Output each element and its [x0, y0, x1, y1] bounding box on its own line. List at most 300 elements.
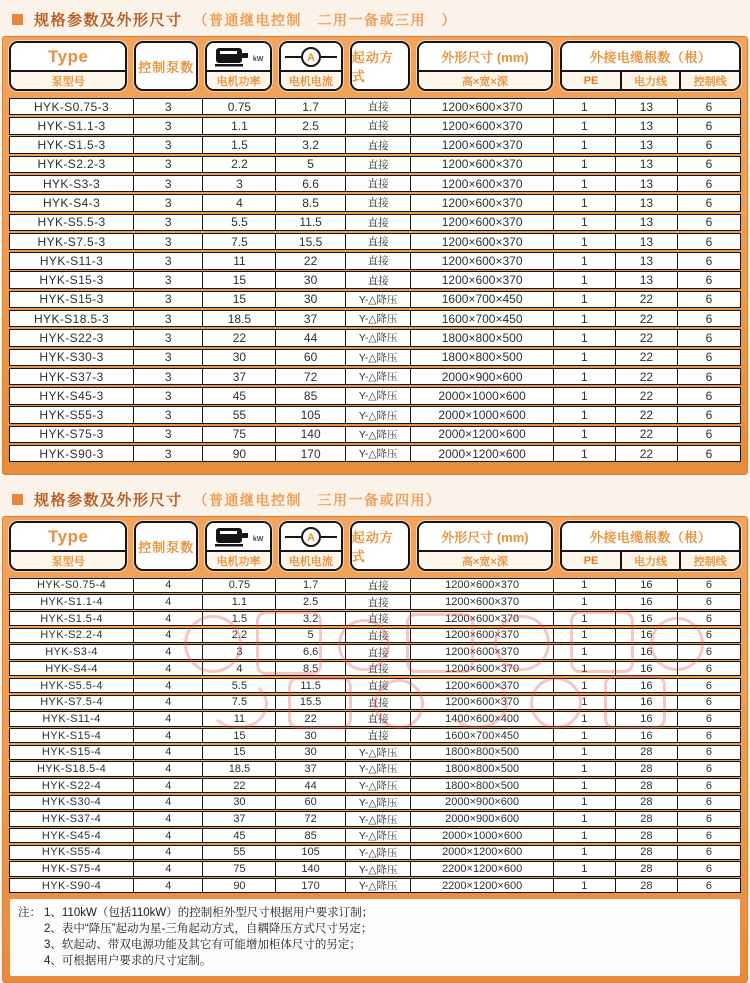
cell-motor-current: 105 — [276, 407, 345, 422]
table-row — [9, 878, 741, 893]
cell-dimensions: 2000×900×600 — [411, 796, 553, 809]
section2-title — [0, 475, 750, 516]
table-row — [9, 194, 741, 211]
cell-pe: 1 — [554, 796, 616, 809]
cell-pump-count: 4 — [134, 729, 203, 742]
cell-motor-current: 60 — [276, 350, 345, 365]
cell-motor-current: 15.5 — [276, 234, 345, 249]
cell-motor-current: 30 — [276, 272, 345, 287]
cell-control-line: 6 — [705, 408, 713, 423]
cell-motor-current: 60 — [276, 796, 345, 809]
cell-pe: 1 — [554, 99, 616, 114]
cell-pump-count: 3 — [134, 157, 203, 172]
svg-text:A: A — [306, 531, 315, 544]
cell-motor-power: 2.2 — [203, 157, 276, 172]
cell-pump-count: 4 — [134, 629, 203, 642]
cell-dimensions: 2000×1000×600 — [411, 829, 553, 842]
cell-motor-current: 44 — [276, 330, 345, 345]
cell-start-mode: Y-△降压 — [346, 350, 412, 365]
cell-start-mode: 直接 — [346, 157, 412, 172]
table-row — [9, 136, 741, 153]
cell-dimensions: 1800×800×500 — [411, 350, 553, 365]
cell-control-line: 6 — [705, 253, 713, 268]
table-row — [9, 695, 741, 710]
cell-pump-count: 3 — [134, 427, 203, 442]
note-text-1: 1、110kW（包括110kW）的控制柜外型尺寸根据用户要求订制； — [44, 907, 374, 920]
cell-start-mode: 直接 — [346, 118, 412, 133]
table-row — [9, 778, 741, 793]
header-start-mode — [350, 41, 410, 91]
table-row — [9, 578, 741, 593]
cell-motor-current: 37 — [276, 311, 345, 326]
cell-power-line: 13 — [616, 118, 678, 133]
table-row — [9, 845, 741, 860]
table-row — [9, 214, 741, 231]
table-row — [9, 861, 741, 876]
cell-power-line: 16 — [616, 712, 678, 725]
table-row — [9, 233, 741, 250]
cell-motor-current: 140 — [276, 862, 345, 875]
spec-table-panel-1 — [2, 36, 748, 475]
cell-power-line: 13 — [616, 234, 678, 249]
cell-motor-current: 105 — [276, 846, 345, 859]
cell-power-line: 22 — [616, 427, 678, 442]
cell-control-line: 6 — [705, 796, 713, 809]
cell-start-mode: 直接 — [346, 137, 412, 152]
cell-motor-current: 6.6 — [276, 645, 345, 658]
cell-motor-power: 45 — [203, 388, 276, 403]
cell-model: HYK-S45-4 — [10, 829, 134, 842]
cell-motor-power: 11 — [203, 253, 276, 268]
cell-start-mode: 直接 — [346, 195, 412, 210]
cell-pump-count: 4 — [134, 829, 203, 842]
cell-pe: 1 — [554, 369, 616, 384]
cell-motor-current: 8.5 — [276, 662, 345, 675]
cell-start-mode: Y-△降压 — [346, 796, 412, 809]
cell-motor-power: 4 — [203, 662, 276, 675]
cell-model: HYK-S1.1-4 — [10, 595, 134, 608]
cell-model: HYK-S55-3 — [10, 407, 134, 422]
cell-motor-current: 30 — [276, 292, 345, 307]
cell-pump-count: 3 — [134, 369, 203, 384]
note-line — [18, 937, 730, 953]
cell-pump-count: 4 — [134, 679, 203, 692]
notes-box — [10, 899, 740, 976]
table-row — [9, 661, 741, 676]
cell-dimensions: 1200×600×370 — [411, 118, 553, 133]
power-unit-label: kW — [252, 56, 264, 63]
cell-motor-current: 85 — [276, 388, 345, 403]
cell-motor-power: 37 — [203, 812, 276, 825]
cell-model: HYK-S37-4 — [10, 812, 134, 825]
cell-start-mode: 直接 — [346, 612, 412, 625]
cell-motor-current: 1.7 — [276, 579, 345, 592]
cell-pe: 1 — [554, 862, 616, 875]
cell-motor-current: 22 — [276, 712, 345, 725]
cell-control-line: 6 — [705, 99, 713, 114]
section2-title-main: 规格参数及外形尺寸 — [34, 492, 183, 510]
cell-model: HYK-S3-3 — [10, 176, 134, 191]
cell-model: HYK-S45-3 — [10, 388, 134, 403]
square-bullet-icon — [12, 14, 23, 25]
cell-pe: 1 — [554, 427, 616, 442]
cell-control-line: 6 — [705, 427, 713, 442]
cell-model: HYK-S37-3 — [10, 369, 134, 384]
cell-dimensions: 1600×700×450 — [411, 311, 553, 326]
cell-pump-count: 3 — [134, 195, 203, 210]
cell-pump-count: 3 — [134, 99, 203, 114]
cell-pump-count: 4 — [134, 579, 203, 592]
cell-motor-power: 5.5 — [203, 679, 276, 692]
cell-pe: 1 — [554, 311, 616, 326]
motor-icon — [214, 525, 252, 549]
cell-power-line: 28 — [616, 846, 678, 859]
cell-control-line: 6 — [705, 779, 713, 792]
cell-start-mode: 直接 — [346, 645, 412, 658]
cell-pump-count: 3 — [134, 234, 203, 249]
header-motor-current — [279, 41, 343, 91]
cell-pe: 1 — [554, 195, 616, 210]
motor-current-label: 电机电流 — [281, 70, 341, 89]
cell-pump-count: 3 — [134, 446, 203, 461]
cell-pump-count: 4 — [134, 696, 203, 709]
cables-sub-pe: PE — [583, 554, 599, 567]
type-label-en: Type — [48, 46, 89, 66]
cell-pe: 1 — [554, 879, 616, 892]
motor-power-label: 电机功率 — [207, 550, 270, 569]
cell-pe: 1 — [554, 330, 616, 345]
cell-control-line: 6 — [705, 662, 713, 675]
cell-control-line: 6 — [705, 879, 713, 892]
cell-power-line: 28 — [616, 812, 678, 825]
table-row — [9, 445, 741, 462]
cell-pe: 1 — [554, 595, 616, 608]
cell-model: HYK-S0.75-4 — [10, 579, 134, 592]
start-mode-label: 起动方式 — [351, 50, 394, 84]
cell-dimensions: 2000×1000×600 — [411, 407, 553, 422]
cell-control-line: 6 — [705, 215, 713, 230]
cell-power-line: 22 — [616, 369, 678, 384]
cell-pump-count: 3 — [134, 215, 203, 230]
cell-motor-current: 8.5 — [276, 195, 345, 210]
cell-model: HYK-S75-3 — [10, 427, 134, 442]
cell-motor-power: 1.5 — [203, 137, 276, 152]
cell-control-line: 6 — [705, 746, 713, 759]
table-row — [9, 728, 741, 743]
cell-control-line: 6 — [705, 579, 713, 592]
cell-power-line: 28 — [616, 829, 678, 842]
header-pump-count — [134, 521, 198, 571]
cell-motor-power: 30 — [203, 350, 276, 365]
cell-dimensions: 2000×1200×600 — [411, 427, 553, 442]
dimensions-label: 外形尺寸 (mm) — [441, 530, 529, 546]
cell-control-line: 6 — [705, 612, 713, 625]
cell-pump-count: 4 — [134, 746, 203, 759]
header-motor-current — [279, 521, 343, 571]
note-text-4: 4、可根据用户要求的尺寸定制。 — [44, 955, 212, 968]
cell-start-mode: Y-△降压 — [346, 330, 412, 345]
cell-power-line: 13 — [616, 215, 678, 230]
cell-pe: 1 — [554, 812, 616, 825]
cell-power-line: 28 — [616, 746, 678, 759]
ammeter-icon — [283, 526, 339, 548]
cell-motor-current: 1.7 — [276, 99, 345, 114]
header-motor-power — [205, 521, 272, 571]
cell-power-line: 16 — [616, 729, 678, 742]
cell-model: HYK-S15-3 — [10, 272, 134, 287]
cell-pe: 1 — [554, 829, 616, 842]
cell-pe: 1 — [554, 679, 616, 692]
cell-motor-current: 85 — [276, 829, 345, 842]
cell-control-line: 6 — [705, 311, 713, 326]
cell-pe: 1 — [554, 729, 616, 742]
cell-start-mode: 直接 — [346, 679, 412, 692]
cell-pump-count: 3 — [134, 118, 203, 133]
motor-icon — [214, 45, 252, 69]
cell-start-mode: Y-△降压 — [346, 311, 412, 326]
cell-motor-power: 1.1 — [203, 595, 276, 608]
cell-dimensions: 1200×600×370 — [411, 595, 553, 608]
table-row — [9, 368, 741, 385]
svg-text:A: A — [306, 51, 315, 64]
table-row — [9, 611, 741, 626]
cell-motor-power: 90 — [203, 879, 276, 892]
cables-label: 外接电缆根数（根） — [589, 50, 712, 65]
dimensions-sub-label: 高×宽×深 — [419, 70, 552, 89]
cell-power-line: 13 — [616, 99, 678, 114]
cell-motor-power: 55 — [203, 407, 276, 422]
cell-motor-current: 30 — [276, 746, 345, 759]
table-row — [9, 329, 741, 346]
cell-pe: 1 — [554, 629, 616, 642]
dimensions-sub-label: 高×宽×深 — [419, 550, 552, 569]
cell-motor-current: 11.5 — [276, 215, 345, 230]
cell-motor-current: 140 — [276, 427, 345, 442]
cell-model: HYK-S1.1-3 — [10, 118, 134, 133]
cell-motor-current: 22 — [276, 253, 345, 268]
cell-power-line: 22 — [616, 407, 678, 422]
cell-motor-current: 170 — [276, 446, 345, 461]
table-row — [9, 761, 741, 776]
cell-model: HYK-S1.5-4 — [10, 612, 134, 625]
table-row — [9, 745, 741, 760]
cell-model: HYK-S55-4 — [10, 846, 134, 859]
cell-start-mode: Y-△降压 — [346, 779, 412, 792]
cell-pe: 1 — [554, 746, 616, 759]
section1-title-paren: （普通继电控制 二用一备或三用 ） — [193, 11, 458, 28]
cell-power-line: 16 — [616, 629, 678, 642]
table-row — [9, 406, 741, 423]
cell-motor-power: 1.1 — [203, 118, 276, 133]
cell-motor-current: 15.5 — [276, 696, 345, 709]
cell-start-mode: Y-△降压 — [346, 762, 412, 775]
cell-pe: 1 — [554, 176, 616, 191]
cell-control-line: 6 — [705, 813, 713, 825]
cell-model: HYK-S7.5-3 — [10, 234, 134, 249]
cell-power-line: 28 — [616, 796, 678, 809]
cell-model: HYK-S75-4 — [10, 862, 134, 875]
table-row — [9, 711, 741, 726]
cell-pump-count: 3 — [134, 137, 203, 152]
cell-pe: 1 — [554, 292, 616, 307]
cell-pe: 1 — [554, 446, 616, 461]
cell-control-line: 6 — [705, 679, 713, 692]
cell-start-mode: Y-△降压 — [346, 427, 412, 442]
table-row — [9, 426, 741, 443]
cell-dimensions: 1200×600×370 — [411, 662, 553, 675]
cell-motor-current: 37 — [276, 762, 345, 775]
cell-pump-count: 3 — [134, 388, 203, 403]
cell-motor-current: 3.2 — [276, 612, 345, 625]
cell-pe: 1 — [554, 388, 616, 403]
table2-header — [9, 521, 741, 571]
cell-pe: 1 — [554, 253, 616, 268]
cell-control-line: 6 — [705, 369, 713, 384]
cell-power-line: 16 — [616, 595, 678, 608]
type-label-cn: 泵型号 — [11, 70, 125, 89]
cell-control-line: 6 — [705, 157, 713, 172]
table-row — [9, 310, 741, 327]
note-text-2: 2、表中“降压”起动为星-三角起动方式，自耦降压方式尺寸另定； — [44, 923, 373, 936]
cell-pump-count: 3 — [134, 330, 203, 345]
cell-power-line: 13 — [616, 157, 678, 172]
cell-start-mode: Y-△降压 — [346, 388, 412, 403]
cell-pump-count: 3 — [134, 311, 203, 326]
cell-dimensions: 1800×800×500 — [411, 330, 553, 345]
cell-dimensions: 1800×800×500 — [411, 762, 553, 775]
cell-model: HYK-S15-3 — [10, 292, 134, 307]
cell-power-line: 28 — [616, 779, 678, 792]
table-row — [9, 387, 741, 404]
cell-start-mode: Y-△降压 — [346, 407, 412, 422]
cell-model: HYK-S18.5-3 — [10, 311, 134, 326]
cell-pe: 1 — [554, 215, 616, 230]
cell-motor-current: 170 — [276, 879, 345, 892]
header-dimensions — [417, 41, 554, 91]
cell-control-line: 6 — [705, 273, 713, 288]
cell-motor-current: 5 — [276, 629, 345, 642]
cell-start-mode: Y-△降压 — [346, 846, 412, 859]
cell-start-mode: 直接 — [346, 696, 412, 709]
cell-start-mode: 直接 — [346, 579, 412, 592]
table-row — [9, 678, 741, 693]
cell-model: HYK-S1.5-3 — [10, 137, 134, 152]
cell-pump-count: 3 — [134, 407, 203, 422]
cell-pump-count: 3 — [134, 272, 203, 287]
cell-dimensions: 1200×600×370 — [411, 195, 553, 210]
dimensions-label: 外形尺寸 (mm) — [441, 50, 529, 65]
cell-model: HYK-S3-4 — [10, 645, 134, 658]
cell-model: HYK-S5.5-3 — [10, 215, 134, 230]
cell-motor-current: 44 — [276, 779, 345, 792]
table-row — [9, 795, 741, 810]
cell-control-line: 6 — [705, 195, 713, 210]
cell-pump-count: 4 — [134, 846, 203, 859]
square-bullet-icon — [12, 494, 23, 505]
cell-dimensions: 1200×600×370 — [411, 99, 553, 114]
cables-sub-power-line: 电力线 — [620, 552, 680, 569]
table-row — [9, 117, 741, 134]
cell-pe: 1 — [554, 696, 616, 709]
cell-motor-current: 3.2 — [276, 137, 345, 152]
cell-pe: 1 — [554, 234, 616, 249]
header-cables — [560, 521, 741, 571]
cell-motor-current: 72 — [276, 369, 345, 384]
cell-motor-power: 7.5 — [203, 696, 276, 709]
table1-header — [9, 41, 741, 91]
cell-motor-power: 75 — [203, 862, 276, 875]
cell-motor-current: 5 — [276, 157, 345, 172]
cell-control-line: 6 — [705, 292, 713, 307]
cell-dimensions: 1200×600×370 — [411, 679, 553, 692]
table-row — [9, 98, 741, 115]
cell-start-mode: 直接 — [346, 272, 412, 287]
cell-control-line: 6 — [705, 118, 713, 133]
cell-power-line: 28 — [616, 762, 678, 775]
pump-count-label: 控制泵数 — [138, 59, 195, 75]
cell-model: HYK-S4-4 — [10, 662, 134, 675]
cell-pe: 1 — [554, 272, 616, 287]
ammeter-icon — [283, 46, 339, 68]
cell-start-mode: Y-△降压 — [346, 812, 412, 825]
motor-current-label: 电机电流 — [281, 550, 341, 569]
cables-sub-control-line: 控制线 — [679, 72, 739, 89]
header-pump-count — [134, 41, 198, 91]
cell-model: HYK-S15-4 — [10, 729, 134, 742]
cell-power-line: 28 — [616, 879, 678, 892]
cell-control-line: 6 — [705, 846, 713, 859]
power-unit-label: kW — [252, 536, 264, 544]
cell-dimensions: 1200×600×370 — [411, 696, 553, 709]
cell-motor-current: 2.5 — [276, 595, 345, 608]
cell-pump-count: 4 — [134, 662, 203, 675]
cell-pump-count: 4 — [134, 862, 203, 875]
notes-prefix: 注： — [18, 907, 41, 920]
cell-motor-power: 5.5 — [203, 215, 276, 230]
cell-pump-count: 3 — [134, 176, 203, 191]
cell-dimensions: 1600×700×450 — [411, 292, 553, 307]
cell-dimensions: 1200×600×370 — [411, 157, 553, 172]
cell-power-line: 22 — [616, 446, 678, 461]
motor-power-label: 电机功率 — [207, 70, 270, 89]
cell-motor-power: 2.2 — [203, 629, 276, 642]
cell-pump-count: 3 — [134, 350, 203, 365]
type-label-cn: 泵型号 — [11, 550, 125, 569]
cell-motor-current: 30 — [276, 729, 345, 742]
cell-pe: 1 — [554, 579, 616, 592]
cell-pe: 1 — [554, 762, 616, 775]
cell-dimensions: 2200×1200×600 — [411, 879, 553, 892]
cell-motor-power: 15 — [203, 746, 276, 759]
cell-control-line: 6 — [705, 629, 713, 642]
cell-pump-count: 4 — [134, 595, 203, 608]
cell-start-mode: 直接 — [346, 253, 412, 268]
cell-pump-count: 4 — [134, 879, 203, 892]
cell-control-line: 6 — [705, 696, 713, 709]
cell-power-line: 28 — [616, 862, 678, 875]
cell-pe: 1 — [554, 407, 616, 422]
cell-dimensions: 1200×600×370 — [411, 137, 553, 152]
cell-model: HYK-S18.5-4 — [10, 762, 134, 775]
section1-title — [0, 0, 750, 36]
cell-pe: 1 — [554, 779, 616, 792]
cell-model: HYK-S7.5-4 — [10, 696, 134, 709]
cell-dimensions: 1800×800×500 — [411, 746, 553, 759]
cell-motor-power: 55 — [203, 846, 276, 859]
cell-model: HYK-S30-3 — [10, 350, 134, 365]
cell-control-line: 6 — [705, 330, 713, 345]
pump-count-label: 控制泵数 — [138, 539, 195, 555]
